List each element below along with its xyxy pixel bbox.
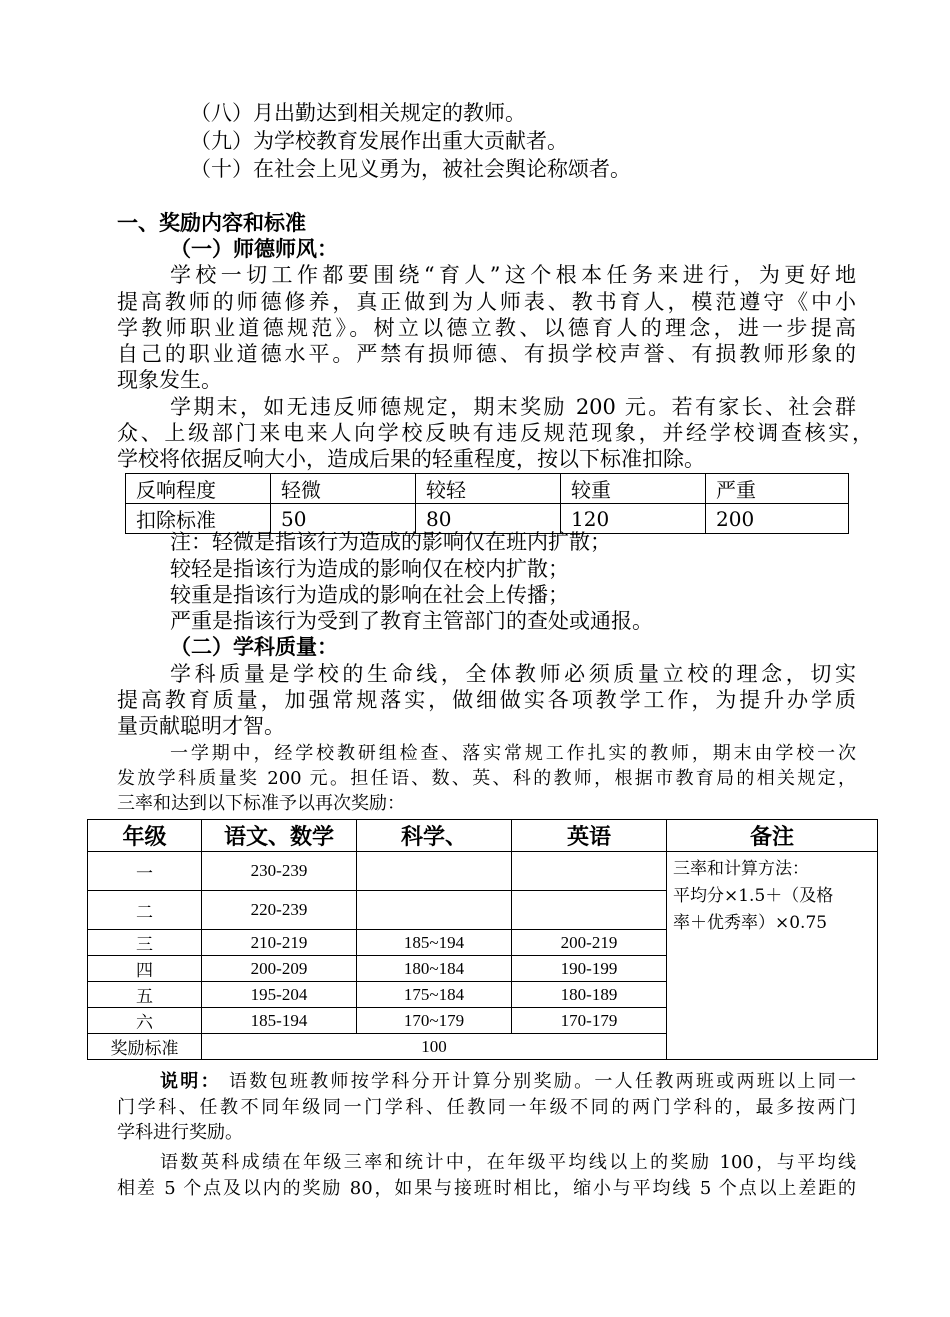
table-cell: 二: [88, 891, 202, 930]
table-cell: 120: [561, 504, 706, 534]
explanation-line: 学科进行奖励。: [117, 1122, 243, 1143]
table-cell: 80: [416, 504, 561, 534]
table-cell: 190-199: [512, 956, 667, 982]
note-line: 严重是指该行为受到了教育主管部门的查处或通报。: [170, 609, 653, 633]
table-cell: 扣除标准: [126, 504, 271, 534]
intro-item-9: （九）为学校教育发展作出重大贡献者。: [190, 129, 568, 153]
table-cell: [357, 852, 512, 891]
remarks-cell: [667, 852, 878, 1060]
quality-para1-line: 量贡献聪明才智。: [117, 714, 285, 738]
deduction-table: [125, 473, 849, 534]
table-cell: 200: [706, 504, 849, 534]
table-cell: 三: [88, 930, 202, 956]
subsection-heading-quality: （二）学科质量：: [170, 634, 338, 659]
table-cell: [357, 891, 512, 930]
table-cell: 200-209: [202, 956, 357, 982]
ethics-para1-line: 提高教师的师德修养，真正做到为人师表、教书育人，模范遵守《中小: [117, 290, 856, 314]
table-cell: 50: [271, 504, 416, 534]
explanation-label: 说明：: [160, 1071, 221, 1092]
table-header-cell: 语文、数学: [202, 820, 357, 852]
table-cell: 220-239: [202, 891, 357, 930]
section-heading: 一、奖励内容和标准: [117, 210, 306, 235]
table-cell: 185~194: [357, 930, 512, 956]
explanation-text: 语数包班教师按学科分开计算分别奖励。一人任教两班或两班以上同一: [228, 1071, 856, 1092]
quality-para3-line: 语数英科成绩在年级三率和统计中，在年级平均线以上的奖励 100，与平均线: [160, 1152, 856, 1173]
ethics-para1-line: 现象发生。: [117, 368, 222, 392]
quality-para2-line: 一学期中，经学校教研组检查、落实常规工作扎实的教师，期末由学校一次: [170, 743, 856, 764]
quality-para2-line: 发放学科质量奖 200 元。担任语、数、英、科的教师，根据市教育局的相关规定，: [117, 768, 856, 789]
table-cell: 一: [88, 852, 202, 891]
ethics-para2-line: 学期末，如无违反师德规定，期末奖励 200 元。若有家长、社会群: [170, 395, 856, 419]
table-cell: 185-194: [202, 1008, 357, 1034]
table-cell: 反响程度: [126, 474, 271, 504]
table-cell: 180-189: [512, 982, 667, 1008]
table-cell: 195-204: [202, 982, 357, 1008]
ethics-para1-line: 学教师职业道德规范》。树立以德立教、以德育人的理念，进一步提高: [117, 316, 856, 340]
ethics-para1-line: 自己的职业道德水平。严禁有损师德、有损学校声誉、有损教师形象的: [117, 342, 856, 366]
note-line: 注：轻微是指该行为造成的影响仅在班内扩散；: [170, 530, 611, 554]
table-cell: 严重: [706, 474, 849, 504]
ethics-para2-line: 众、上级部门来电来人向学校反映有违反规范现象，并经学校调查核实，: [117, 421, 873, 445]
table-header-cell: 英语: [512, 820, 667, 852]
table-cell: 奖励标准: [88, 1034, 202, 1060]
quality-para1-line: 提高教育质量，加强常规落实，做细做实各项教学工作，为提升办学质: [117, 688, 856, 712]
table-cell: 较重: [561, 474, 706, 504]
remarks-line: 率＋优秀率）×0.75: [673, 913, 828, 933]
table-cell: 六: [88, 1008, 202, 1034]
note-line: 较轻是指该行为造成的影响仅在校内扩散；: [170, 557, 569, 581]
table-cell: 200-219: [512, 930, 667, 956]
table-header-cell: 科学、: [357, 820, 512, 852]
intro-item-8: （八）月出勤达到相关规定的教师。: [190, 101, 526, 125]
explanation-line: [160, 1070, 856, 1093]
quality-para3-line: 相差 5 个点及以内的奖励 80，如果与接班时相比，缩小与平均线 5 个点以上差距的: [117, 1178, 856, 1199]
intro-item-10: （十）在社会上见义勇为，被社会舆论称颂者。: [190, 157, 631, 181]
table-cell: 170~179: [357, 1008, 512, 1034]
quality-award-table: [87, 819, 878, 1060]
quality-para1-line: 学科质量是学校的生命线，全体教师必须质量立校的理念，切实: [170, 662, 856, 686]
table-header-cell: 备注: [667, 820, 878, 852]
table-cell: [512, 891, 667, 930]
table-cell: 170-179: [512, 1008, 667, 1034]
remarks-line: 三率和计算方法：: [673, 859, 809, 879]
table-header-cell: 年级: [88, 820, 202, 852]
table-row: [88, 820, 878, 852]
table-cell: 轻微: [271, 474, 416, 504]
quality-para2-line: 三率和达到以下标准予以再次奖励：: [117, 793, 405, 814]
table-cell: 230-239: [202, 852, 357, 891]
explanation-line: 门学科、任教不同年级同一门学科、任教同一年级不同的两门学科的，最多按两门: [117, 1097, 856, 1118]
remarks-line: 平均分×1.5＋（及格: [673, 886, 834, 906]
table-cell: 四: [88, 956, 202, 982]
table-cell: 180~184: [357, 956, 512, 982]
table-cell: [512, 852, 667, 891]
table-row: [88, 852, 878, 891]
note-line: 较重是指该行为造成的影响在社会上传播；: [170, 583, 569, 607]
table-cell: 100: [202, 1034, 667, 1060]
ethics-para2-line: 学校将依据反响大小，造成后果的轻重程度，按以下标准扣除。: [117, 447, 705, 471]
subsection-heading-ethics: （一）师德师风：: [170, 236, 338, 261]
table-cell: 较轻: [416, 474, 561, 504]
ethics-para1-line: 学校一切工作都要围绕“育人”这个根本任务来进行，为更好地: [170, 263, 856, 287]
table-cell: 210-219: [202, 930, 357, 956]
table-cell: 五: [88, 982, 202, 1008]
table-cell: 175~184: [357, 982, 512, 1008]
table-row: [126, 474, 849, 504]
